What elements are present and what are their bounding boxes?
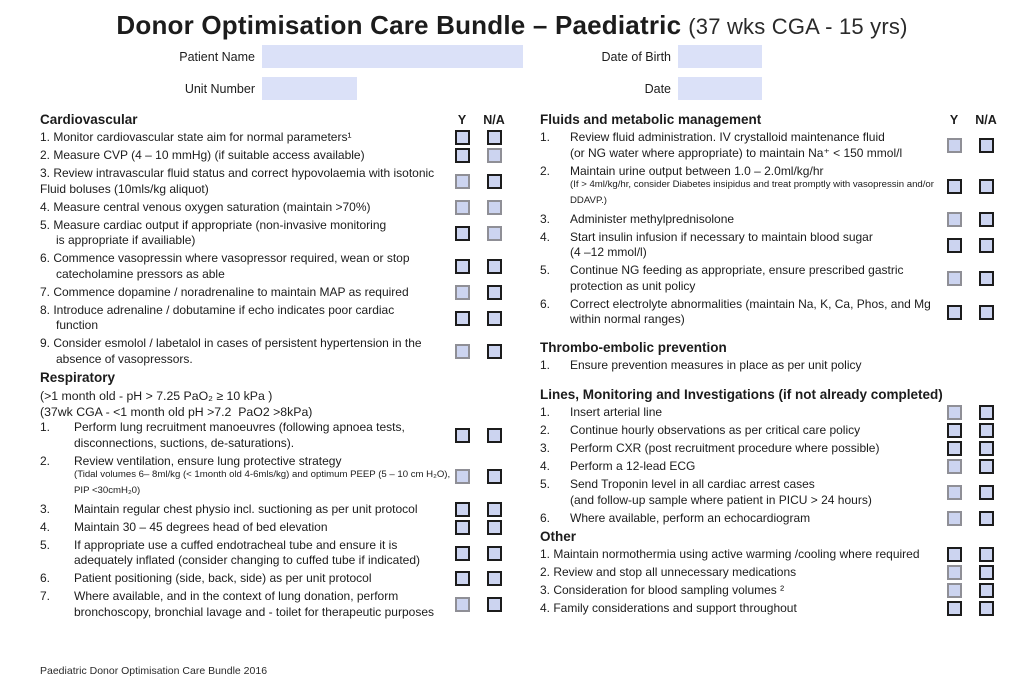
checkbox-y[interactable] [455, 428, 470, 443]
item-line-text: Perform lung recruitment manoeuvres (following apnoea tests, [74, 420, 405, 434]
section-heading: Thrombo-embolic prevention [540, 339, 727, 355]
patient-name-input[interactable] [262, 45, 523, 68]
checkbox-y[interactable] [455, 200, 470, 215]
dob-input[interactable] [678, 45, 762, 68]
checkbox-na[interactable] [979, 305, 994, 320]
section-note: (37wk CGA - <1 month old pH >7.2 PaO2 >8kPa) [40, 405, 313, 419]
item-line-text: Send Troponin level in all cardiac arrest cases [570, 477, 815, 491]
checkbox-na[interactable] [487, 571, 502, 586]
item-text [40, 420, 446, 451]
checklist-item [540, 511, 1002, 527]
section-thrombo [540, 340, 1002, 374]
item-line: is appropriate if availiable) [56, 233, 196, 247]
item-line: 3. Review intravascular fluid status and correct hypovolaemia with isotonic [40, 166, 435, 180]
section-respiratory [40, 370, 510, 620]
checkbox-na[interactable] [979, 179, 994, 194]
checkbox-y[interactable] [455, 148, 470, 163]
item-line [540, 297, 938, 313]
item-line [540, 459, 938, 475]
checkbox-y[interactable] [455, 546, 470, 561]
item-line [540, 423, 938, 439]
item-small-text: (Tidal volumes 6– 8ml/kg (< 1month old 4-6mls/kg) and optimum PEEP (5 – 10 cm H₂O), [74, 469, 451, 480]
item-line-text: Maintain urine output between 1.0 – 2.0ml/kg/hr [570, 163, 824, 178]
page-title [0, 10, 1024, 41]
item-text [540, 405, 938, 421]
item-number: 3. [40, 501, 51, 516]
item-line: 4. Family considerations and support throughout [540, 600, 797, 615]
checkbox-na[interactable] [487, 520, 502, 535]
item-line [540, 230, 938, 246]
checkbox-y[interactable] [455, 344, 470, 359]
item-text [40, 251, 446, 282]
item-text [540, 547, 938, 563]
item-text [540, 130, 938, 161]
checkbox-y[interactable] [455, 571, 470, 586]
checklist-item [40, 148, 510, 164]
item-line-text: Maintain regular chest physio incl. suctioning as per unit protocol [74, 501, 418, 516]
checklist-item [540, 230, 1002, 261]
item-number: 2. [540, 163, 551, 178]
checkbox-y[interactable] [947, 547, 962, 562]
checkbox-na[interactable] [487, 502, 502, 517]
checklist-item [40, 336, 510, 367]
checkbox-y[interactable] [455, 174, 470, 189]
item-text [540, 230, 938, 261]
na-column-label: N/A [975, 112, 997, 127]
checkbox-y[interactable] [947, 459, 962, 474]
date-label: Date [644, 81, 671, 96]
item-line: absence of vasopressors. [56, 351, 193, 366]
item-text [40, 336, 446, 367]
item-text [540, 263, 938, 294]
item-line [540, 130, 938, 146]
item-line: (or NG water where appropriate) to maintain Na⁺ < 150 mmol/l [570, 145, 903, 160]
checkbox-na[interactable] [487, 200, 502, 215]
item-line: disconnections, suctions, de-saturations). [74, 435, 295, 450]
item-text [40, 285, 446, 301]
na-column-label: N/A [483, 112, 505, 127]
item-text [540, 164, 938, 210]
item-number: 1. [540, 357, 551, 372]
checklist-item [540, 423, 1002, 439]
item-text [40, 571, 446, 587]
footer-text: Paediatric Donor Optimisation Care Bundle 2016 [40, 665, 268, 677]
checkbox-na[interactable] [487, 546, 502, 561]
checklist-item [540, 405, 1002, 421]
item-number: 3. [540, 441, 551, 455]
checkbox-na[interactable] [487, 259, 502, 274]
checklist-item [540, 459, 1002, 475]
y-column-label: Y [457, 112, 467, 127]
right-column [540, 112, 1002, 623]
item-line: 7. Commence dopamine / noradrenaline to maintain MAP as required [40, 284, 409, 299]
checkbox-y[interactable] [947, 485, 962, 500]
checkbox-y[interactable] [947, 212, 962, 227]
checkbox-na[interactable] [487, 597, 502, 612]
checklist-item [40, 571, 510, 587]
patient-details-form [0, 45, 1024, 100]
item-line: 3. Consideration for blood sampling volumes ² [540, 582, 785, 597]
checkbox-y[interactable] [455, 130, 470, 145]
item-line-text: Patient positioning (side, back, side) as per unit protocol [74, 571, 372, 585]
section-heading: Respiratory [40, 370, 116, 385]
item-line: 8. Introduce adrenaline / dobutamine if echo indicates poor cardiac [40, 302, 395, 317]
checklist-item [40, 130, 510, 146]
checkbox-na[interactable] [487, 174, 502, 189]
checklist-item [540, 565, 1002, 581]
item-line: catecholamine pressors as able [56, 266, 225, 281]
item-line [40, 571, 446, 587]
checkbox-na[interactable] [979, 601, 994, 616]
item-line: within normal ranges) [570, 312, 685, 326]
item-line-text: Where available, perform an echocardiogram [570, 510, 811, 525]
unit-number-label: Unit Number [184, 81, 255, 96]
checkbox-na[interactable] [979, 212, 994, 227]
item-line-text: Correct electrolyte abnormalities (maintain Na, K, Ca, Phos, and Mg [570, 296, 931, 311]
yna-header [446, 112, 510, 127]
checklist-item [540, 297, 1002, 328]
checklist-item [540, 212, 1002, 228]
checklist-item [40, 589, 510, 620]
item-line [540, 511, 938, 527]
checklist-item [540, 358, 1002, 374]
checkbox-y[interactable] [947, 441, 962, 456]
item-text [40, 130, 446, 146]
checkbox-na[interactable] [979, 441, 994, 456]
item-line-text: Start insulin infusion if necessary to maintain blood sugar [570, 229, 873, 244]
checkbox-na[interactable] [487, 344, 502, 359]
item-text [540, 423, 938, 439]
item-text [40, 520, 446, 536]
page-title-suffix: (37 wks CGA - 15 yrs) [688, 14, 908, 39]
checkbox-y[interactable] [947, 238, 962, 253]
checkbox-na[interactable] [979, 423, 994, 438]
item-line: 2. Measure CVP (4 – 10 mmHg) (if suitable access available) [40, 148, 365, 162]
item-number: 1. [540, 405, 551, 419]
checkbox-y[interactable] [947, 511, 962, 526]
item-line [540, 477, 938, 493]
checkbox-y[interactable] [455, 520, 470, 535]
checkbox-na[interactable] [979, 138, 994, 153]
date-input[interactable] [678, 77, 762, 100]
item-line: 6. Commence vasopressin where vasopressor required, wean or stop [40, 251, 410, 265]
item-text [40, 218, 446, 249]
item-small-text: DDAVP.) [570, 195, 607, 206]
item-line: adequately inflated (consider changing to cuffed tube if indicated) [74, 553, 421, 567]
item-small-text: (If > 4ml/kg/hr, consider Diabetes insipidus and treat promptly with vasopressin and/or [570, 179, 934, 190]
item-text [40, 502, 446, 518]
checklist-item [40, 200, 510, 216]
section-lines [540, 387, 1002, 526]
item-line [540, 358, 938, 374]
checklist-item [40, 454, 510, 500]
item-line: 1. Maintain normothermia using active warming /cooling where required [540, 546, 920, 561]
checklist-item [40, 303, 510, 334]
item-line: function [56, 318, 99, 332]
section-heading: Fluids and metabolic management [540, 112, 762, 127]
checkbox-na[interactable] [979, 459, 994, 474]
item-number: 6. [540, 296, 551, 311]
item-line: protection as unit policy [570, 278, 696, 293]
dob-label: Date of Birth [601, 49, 671, 64]
section-heading: Cardiovascular [40, 112, 138, 127]
checkbox-y[interactable] [947, 305, 962, 320]
item-number: 5. [540, 263, 551, 277]
item-line-text: Maintain 30 – 45 degrees head of bed elevation [74, 519, 328, 534]
item-line-text: Review ventilation, ensure lung protective strategy [74, 453, 342, 468]
checklist-item [40, 218, 510, 249]
item-number: 4. [540, 229, 551, 244]
item-line: 1. Monitor cardiovascular state aim for normal parameters¹ [40, 130, 352, 144]
item-number: 1. [540, 130, 551, 144]
item-number: 6. [40, 571, 51, 585]
checkbox-na[interactable] [487, 311, 502, 326]
checkbox-na[interactable] [979, 405, 994, 420]
checklist-item [540, 441, 1002, 457]
checklist-item [40, 251, 510, 282]
checklist-item [40, 520, 510, 536]
item-text [40, 166, 446, 197]
checklist-item [40, 166, 510, 197]
checkbox-y[interactable] [455, 259, 470, 274]
section-heading: Other [540, 528, 577, 544]
checkbox-na[interactable] [487, 469, 502, 484]
checkbox-y[interactable] [947, 179, 962, 194]
checklist-item [540, 263, 1002, 294]
unit-number-input[interactable] [262, 77, 357, 100]
item-number: 5. [540, 477, 551, 491]
item-line: 2. Review and stop all unnecessary medications [540, 564, 797, 579]
item-text [540, 601, 938, 617]
item-line [540, 263, 938, 279]
checkbox-y[interactable] [455, 469, 470, 484]
item-text [40, 200, 446, 216]
item-number: 3. [540, 211, 551, 226]
checklist-item [40, 502, 510, 518]
item-text [40, 589, 446, 620]
section-note: (>1 month old - pH > 7.25 PaO₂ ≥ 10 kPa ) [40, 389, 273, 403]
checklist-columns [0, 112, 1024, 623]
item-number: 5. [40, 537, 51, 552]
item-line: bronchoscopy, bronchial lavage and - toilet for therapeutic purposes [74, 604, 434, 619]
checkbox-y[interactable] [947, 423, 962, 438]
item-text [540, 358, 938, 374]
item-number: 7. [40, 589, 51, 603]
checklist-item [540, 583, 1002, 599]
checkbox-y[interactable] [947, 601, 962, 616]
checkbox-y[interactable] [947, 405, 962, 420]
checkbox-na[interactable] [979, 565, 994, 580]
checkbox-y[interactable] [947, 138, 962, 153]
checkbox-na[interactable] [487, 285, 502, 300]
item-line: 5. Measure cardiac output if appropriate (non-invasive monitoring [40, 217, 387, 232]
item-text [540, 477, 938, 508]
item-small-text: PIP <30cmH₂0) [74, 485, 141, 496]
item-line [40, 454, 446, 470]
checkbox-y[interactable] [455, 285, 470, 300]
item-text [540, 459, 938, 475]
item-text [540, 511, 938, 527]
checkbox-na[interactable] [979, 485, 994, 500]
page-title-main: Donor Optimisation Care Bundle – Paediatric [116, 10, 682, 40]
item-line-text: Continue hourly observations as per critical care policy [570, 423, 861, 437]
yna-header [938, 112, 1002, 127]
checklist-item [540, 164, 1002, 210]
section-cardiovascular [40, 112, 510, 367]
checkbox-na[interactable] [979, 583, 994, 598]
checkbox-na[interactable] [487, 226, 502, 241]
item-line-text: Perform CXR (post recruitment procedure where possible) [570, 441, 880, 455]
item-line-text: If appropriate use a cuffed endotracheal tube and ensure it is [74, 537, 398, 552]
checkbox-y[interactable] [947, 583, 962, 598]
checkbox-y[interactable] [947, 565, 962, 580]
item-text [40, 148, 446, 164]
item-number: 2. [40, 453, 51, 468]
item-text [40, 538, 446, 569]
section-other [540, 529, 1002, 617]
checkbox-na[interactable] [487, 148, 502, 163]
checkbox-na[interactable] [487, 130, 502, 145]
section-fluids [540, 112, 1002, 328]
checkbox-na[interactable] [979, 511, 994, 526]
item-line [40, 420, 446, 436]
checkbox-y[interactable] [455, 226, 470, 241]
item-line: 9. Consider esmolol / labetalol in cases of persistent hypertension in the [40, 336, 422, 350]
item-line [540, 441, 938, 457]
checklist-item [540, 477, 1002, 508]
item-text [40, 453, 451, 500]
checkbox-y[interactable] [455, 502, 470, 517]
item-line [540, 405, 938, 421]
item-number: 4. [540, 459, 551, 473]
item-text [540, 212, 938, 228]
checklist-item [40, 538, 510, 569]
checkbox-y[interactable] [455, 597, 470, 612]
checklist-item [540, 130, 1002, 161]
item-line-text: Administer methylprednisolone [570, 211, 735, 226]
item-number: 6. [540, 510, 551, 525]
item-line [540, 164, 938, 180]
y-column-label: Y [949, 112, 959, 127]
item-line-text: Where available, and in the context of lung donation, perform [74, 589, 399, 603]
item-line [540, 212, 938, 228]
checkbox-na[interactable] [487, 428, 502, 443]
checkbox-y[interactable] [947, 271, 962, 286]
item-line [40, 538, 446, 554]
checkbox-na[interactable] [979, 271, 994, 286]
item-line-text: Review fluid administration. IV crystalloid maintenance fluid [570, 130, 885, 144]
item-line: (4 –12 mmol/l) [570, 245, 647, 259]
item-text [540, 583, 938, 599]
item-number: 4. [40, 519, 51, 534]
item-line-text: Continue NG feeding as appropriate, ensure prescribed gastric [570, 263, 904, 277]
checklist-item [40, 285, 510, 301]
item-line-text: Ensure prevention measures in place as per unit policy [570, 357, 862, 372]
item-line: (and follow-up sample where patient in PICU > 24 hours) [570, 492, 872, 507]
item-number: 1. [40, 420, 51, 434]
item-line [40, 520, 446, 536]
item-line [40, 502, 446, 518]
patient-name-label: Patient Name [179, 49, 255, 64]
left-column [40, 112, 510, 623]
checklist-item [40, 420, 510, 451]
item-text [40, 303, 446, 334]
item-line-text: Insert arterial line [570, 405, 663, 419]
item-line: Fluid boluses (10mls/kg aliquot) [40, 181, 209, 196]
checklist-item [540, 601, 1002, 617]
item-text [540, 441, 938, 457]
item-number: 2. [540, 423, 551, 437]
item-line: 4. Measure central venous oxygen saturation (maintain >70%) [40, 199, 371, 214]
item-line [40, 589, 446, 605]
checkbox-na[interactable] [979, 238, 994, 253]
item-line-text: Perform a 12-lead ECG [570, 459, 696, 473]
checkbox-y[interactable] [455, 311, 470, 326]
checklist-item [540, 547, 1002, 563]
item-text [540, 565, 938, 581]
item-text [540, 297, 938, 328]
checkbox-na[interactable] [979, 547, 994, 562]
section-heading: Lines, Monitoring and Investigations (if not already completed) [540, 387, 943, 402]
